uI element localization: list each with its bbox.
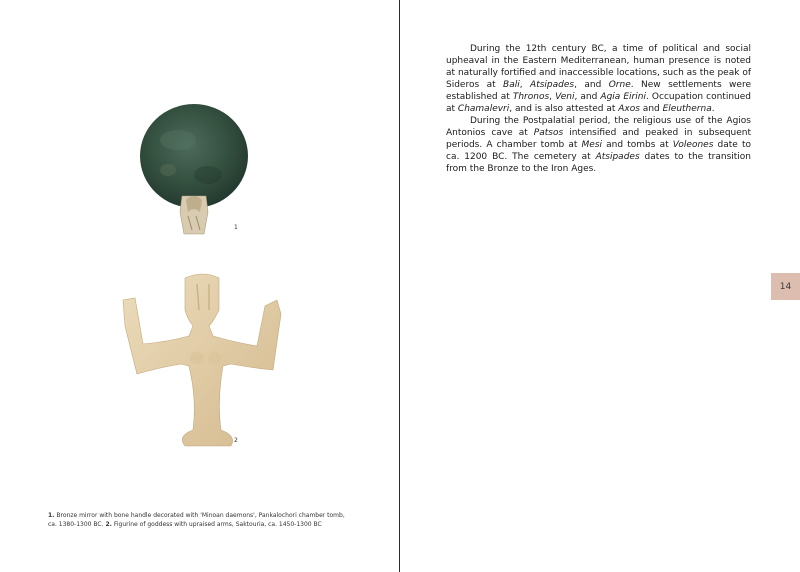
caption-text-1: Bronze mirror with bone handle decorated with 'Minoan daemons', Pankalochori chamber tomb, ca. 1380-1300 BC. (48, 512, 345, 528)
body-text (446, 43, 751, 175)
place-name: Bali (503, 80, 520, 90)
place-name: Mesi (581, 140, 603, 150)
text-run: , and (574, 80, 609, 90)
text-run: . New settlements were established at (446, 80, 751, 102)
text-run: , and is also attested at (509, 104, 619, 114)
place-name: Atsipades (595, 152, 640, 162)
paragraph-1 (446, 43, 751, 115)
paragraph-2 (446, 115, 751, 175)
place-name: Veni (555, 92, 575, 102)
figure-number-1: 1 (234, 224, 238, 231)
place-name: Thronos (512, 92, 550, 102)
place-name: Chamalevri (457, 104, 510, 114)
goddess-figurine-image (113, 270, 298, 455)
caption-text-2: Figurine of goddess with upraised arms, Saktouria, ca. 1450-1300 BC (113, 520, 322, 528)
place-name: Eleutherna (662, 104, 712, 114)
text-run: . (711, 104, 715, 114)
text-run: date to ca. 1200 BC. The cemetery at (446, 140, 752, 162)
place-name: Orne (608, 80, 631, 90)
figure-caption (48, 512, 348, 529)
place-name: Atsipades (530, 80, 575, 90)
figure-number-2: 2 (234, 437, 238, 444)
page-number: 14 (779, 281, 792, 292)
text-run: During the Postpalatial period, the religious use of the Agios Antonios cave at (446, 116, 751, 138)
text-run: and (639, 104, 663, 114)
text-run: , (519, 80, 531, 90)
text-run: intensified and peaked in subsequent periods. A chamber tomb at (446, 128, 752, 150)
text-run: . Occupation continued at (446, 92, 751, 114)
bronze-mirror-image (138, 100, 250, 240)
place-name: Voleones (672, 140, 714, 150)
caption-number-2: 2. (105, 520, 112, 528)
text-run: and tombs at (602, 140, 673, 150)
place-name: Axos (618, 104, 640, 114)
text-run: , and (574, 92, 601, 102)
place-name: Patsos (533, 128, 564, 138)
text-run: , (549, 92, 556, 102)
left-page (0, 0, 399, 572)
place-name: Agia Eirini (600, 92, 646, 102)
text-run: During the 12th century BC, a time of political and social upheaval in the Eastern Mediterranean, human presence is noted at naturally fortified and inaccessible locations, such as the peak of Sideros at (446, 44, 751, 90)
page-number-tab (771, 273, 800, 300)
caption-number-1: 1. (48, 512, 55, 519)
text-run: dates to the transition from the Bronze to the Iron Ages. (446, 152, 751, 174)
